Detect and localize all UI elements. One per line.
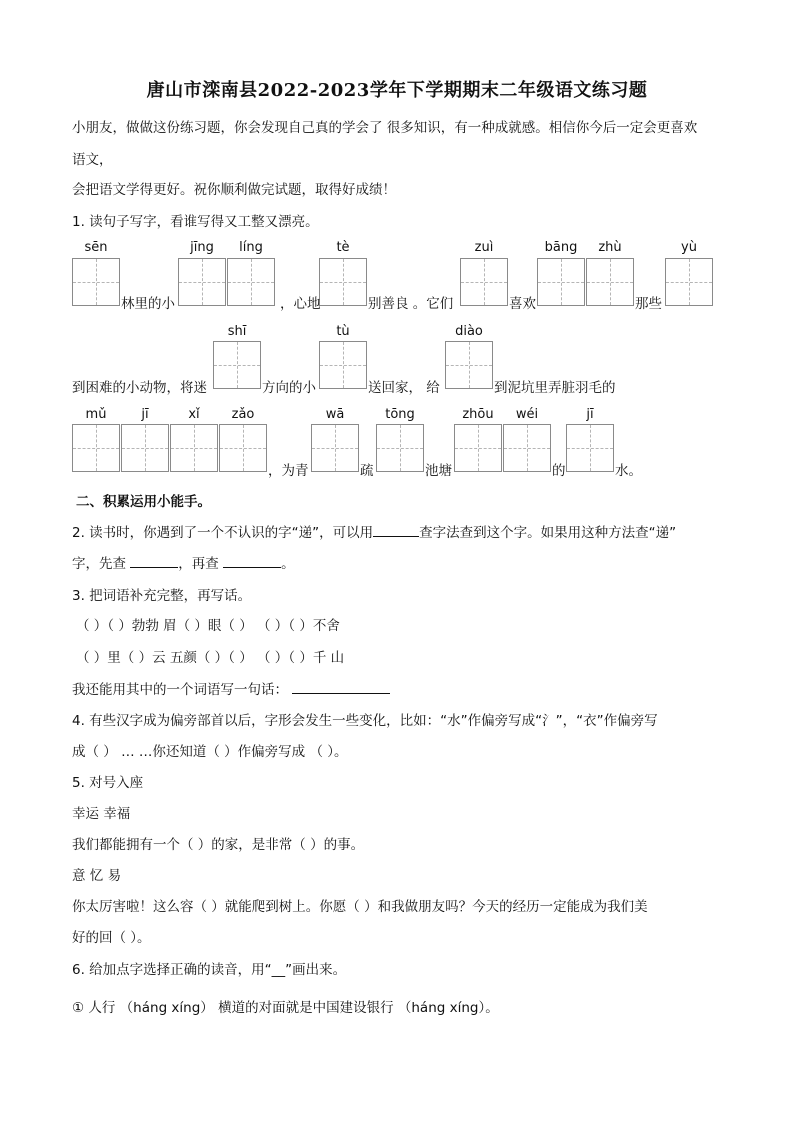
sentence-fragment: 到泥坑里弄脏羽毛的 [494, 380, 616, 396]
writing-box[interactable] [566, 424, 614, 472]
q3-row-2: （ ）里（ ）云 五颜（ ）（ ） （ ）（ ）千 山 [76, 650, 345, 666]
writing-box[interactable] [170, 424, 218, 472]
q2-line-2 [72, 552, 295, 572]
sentence-fragment: 水。 [615, 463, 642, 479]
q3-prompt: 3. 把词语补充完整，再写话。 [72, 588, 252, 604]
pinyin-label: jī [586, 407, 594, 422]
writing-box[interactable] [227, 258, 275, 306]
pinyin-label: jī [141, 407, 149, 422]
pinyin-label: tù [336, 324, 350, 339]
sentence-fragment: 喜欢 [509, 296, 536, 312]
writing-box[interactable] [460, 258, 508, 306]
sentence-fragment: 方向的小 [262, 380, 316, 396]
pinyin-label: wā [325, 407, 345, 422]
q2-text: 字，先查 [72, 556, 126, 572]
q5-word-bank-2: 意 忆 易 [72, 868, 122, 884]
q2-text: 查字法查到这个字。如果用这种方法查“递” [419, 525, 677, 541]
intro-line-2: 语文， [72, 152, 113, 168]
q4-line-2: 成（ ） … …你还知道（ ）作偏旁写成 （ ）。 [72, 744, 348, 760]
answer-blank[interactable] [223, 553, 281, 568]
pinyin-label: shī [227, 324, 247, 339]
writing-box[interactable] [178, 258, 226, 306]
answer-blank[interactable] [292, 679, 390, 694]
q3-row-1: （ ）（ ）勃勃 眉（ ）眼（ ） （ ）（ ）不舍 [76, 618, 340, 634]
writing-box[interactable] [311, 424, 359, 472]
q6-prompt: 6. 给加点字选择正确的读音，用“__”画出来。 [72, 962, 347, 978]
pinyin-label: bāng [544, 240, 578, 255]
sentence-fragment: 林里的小 [121, 296, 175, 312]
q5-sentence-2a: 你太厉害啦！这么容（ ）就能爬到树上。你愿（ ）和我做朋友吗？今天的经历一定能成为我们美 [72, 899, 648, 915]
q5-sentence-1: 我们都能拥有一个（ ）的家，是非常（ ）的事。 [72, 837, 365, 853]
pinyin-label: zuì [474, 240, 494, 255]
q6-item-1: ① 人行 （háng xíng） 横道的对面就是中国建设银行 （háng xíng）。 [72, 1000, 499, 1016]
pinyin-label: jīng [190, 240, 214, 255]
sentence-fragment: 池塘 [425, 463, 452, 479]
q3-sentence-text: 我还能用其中的一个词语写一句话： [72, 682, 288, 698]
writing-box[interactable] [319, 341, 367, 389]
writing-box[interactable] [219, 424, 267, 472]
q3-sentence [72, 678, 390, 698]
sentence-fragment: 的 [552, 463, 566, 479]
sentence-fragment: 那些 [635, 296, 662, 312]
writing-box[interactable] [376, 424, 424, 472]
sentence-fragment: 别善良 。它们 [368, 296, 454, 312]
q2-line-1 [72, 521, 676, 541]
intro-line-3: 会把语文学得更好。祝你顺利做完试题，取得好成绩！ [72, 182, 396, 198]
q2-text: 2. 读书时，你遇到了一个不认识的字“递”，可以用 [72, 525, 374, 541]
q5-prompt: 5. 对号入座 [72, 775, 144, 791]
answer-blank[interactable] [373, 522, 419, 537]
intro-line-1: 小朋友，做做这份练习题，你会发现自己真的学会了 很多知识，有一种成就感。相信你今后一定会更喜欢 [72, 120, 698, 136]
writing-box[interactable] [72, 424, 120, 472]
section-heading: 二、积累运用小能手。 [76, 494, 211, 510]
q2-text: 。 [281, 556, 295, 572]
sentence-fragment: ，心地 [280, 296, 321, 312]
pinyin-label: wéi [515, 407, 539, 422]
q2-text: ，再查 [178, 556, 219, 572]
pinyin-label: mǔ [85, 407, 107, 422]
page-title: 唐山市滦南县2022-2023学年下学期期末二年级语文练习题 [146, 80, 648, 101]
sentence-fragment: 到困难的小动物，将迷 [72, 380, 207, 396]
pinyin-label: zǎo [231, 407, 255, 422]
writing-box[interactable] [665, 258, 713, 306]
pinyin-label: zhù [598, 240, 622, 255]
pinyin-label: zhōu [462, 407, 494, 422]
sentence-fragment: 送回家， 给 [368, 380, 440, 396]
pinyin-label: tōng [385, 407, 415, 422]
q1-prompt: 1. 读句子写字，看谁写得又工整又漂亮。 [72, 214, 319, 230]
writing-box[interactable] [454, 424, 502, 472]
writing-box[interactable] [72, 258, 120, 306]
sentence-fragment: 疏 [360, 463, 374, 479]
answer-blank[interactable] [130, 553, 178, 568]
q5-word-bank-1: 幸运 幸福 [72, 806, 131, 822]
writing-box[interactable] [213, 341, 261, 389]
writing-box[interactable] [319, 258, 367, 306]
pinyin-label: xǐ [188, 407, 200, 422]
writing-box[interactable] [121, 424, 169, 472]
pinyin-label: sēn [84, 240, 108, 255]
writing-box[interactable] [445, 341, 493, 389]
pinyin-label: diào [455, 324, 483, 339]
q5-sentence-2b: 好的回（ ）。 [72, 930, 151, 946]
q4-line-1: 4. 有些汉字成为偏旁部首以后，字形会发生一些变化，比如：“水”作偏旁写成“氵”，“衣”作偏旁写 [72, 713, 658, 729]
pinyin-label: yù [681, 240, 697, 255]
writing-box[interactable] [537, 258, 585, 306]
sentence-fragment: ，为青 [268, 463, 309, 479]
writing-box[interactable] [586, 258, 634, 306]
writing-box[interactable] [503, 424, 551, 472]
pinyin-label: tè [336, 240, 350, 255]
pinyin-label: líng [239, 240, 263, 255]
